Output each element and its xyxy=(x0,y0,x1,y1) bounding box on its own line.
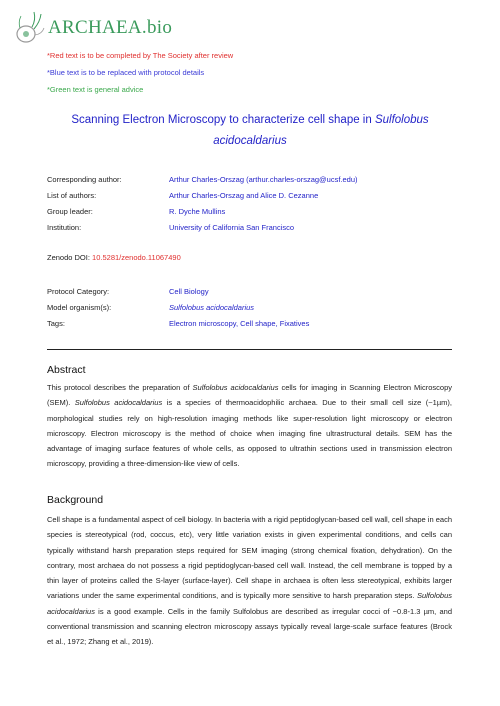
background-organism: Sulfolobus acidocaldarius xyxy=(47,591,452,616)
archaea-logo xyxy=(12,8,172,48)
abstract-text: is a species of thermoacidophilic archaea. Due to their small cell size (~1µm), morphological studies rely on high-resolution imaging methods like super-resolution light microscopy or electron microscopy. Electron microscopy is the method of choice when imaging fine ultrastructural details. SEM has the advantage of imaging surface features of whole cells, as opposed to ultrathin sections used in transmission electron microscopy, providing a three-dimension-like view of cells. xyxy=(47,398,452,469)
red-text-note: *Red text is to be completed by The Society after review xyxy=(47,51,234,60)
abstract-heading: Abstract xyxy=(47,364,86,376)
protocol-label: Tags: xyxy=(47,319,65,328)
meta-label: Group leader: xyxy=(47,207,93,216)
protocol-row-organism xyxy=(47,302,254,313)
meta-row-corresponding-author xyxy=(47,174,358,185)
meta-row-institution xyxy=(47,222,294,233)
meta-row-authors xyxy=(47,190,318,201)
green-text-note: *Green text is general advice xyxy=(47,85,144,94)
abstract-text: cells for imaging in Scanning Electron Microscopy (SEM). xyxy=(47,383,452,408)
background-paragraph xyxy=(47,512,452,650)
title-organism-genus: Sulfolobus xyxy=(374,114,429,126)
protocol-label: Model organism(s): xyxy=(47,303,112,312)
protocol-label: Protocol Category: xyxy=(47,287,110,296)
abstract-organism: Sulfolobus acidocaldarius xyxy=(192,383,279,392)
doi-link[interactable]: 10.5281/zenodo.11067490 xyxy=(92,253,181,262)
template-notes xyxy=(47,47,233,98)
protocol-row-category xyxy=(47,286,209,297)
zenodo-doi xyxy=(47,252,181,263)
protocol-row-tags xyxy=(47,318,309,329)
doi-label: Zenodo DOI: xyxy=(47,253,90,262)
section-divider xyxy=(47,349,452,350)
institution-value: University of California San Francisco xyxy=(169,223,295,232)
title-organism-species: acidocaldarius xyxy=(213,135,287,147)
protocol-title xyxy=(40,110,460,152)
archaea-cell-icon xyxy=(12,8,46,48)
meta-row-group-leader xyxy=(47,206,225,217)
title-line1: Scanning Electron Microscopy to characterize cell shape in xyxy=(71,114,375,126)
group-leader-value: R. Dyche Mullins xyxy=(169,207,226,216)
category-value: Cell Biology xyxy=(169,287,209,296)
abstract-text: This protocol describes the preparation of xyxy=(47,383,193,392)
background-text: is a good example. Cells in the family Sulfolobus are described as irregular cocci of ~0.8-1.3 µm, and conventional transmission and scanning electron microscopy assays typically reveal large-scale surface features (Brock et al., 1972; Zhang et al., 2019). xyxy=(47,606,452,647)
corresponding-author-link[interactable]: Arthur Charles-Orszag (arthur.charles-orszag@ucsf.edu) xyxy=(169,175,358,184)
blue-text-note: *Blue text is to be replaced with protocol details xyxy=(47,68,205,77)
tags-value: Electron microscopy, Cell shape, Fixatives xyxy=(169,319,310,328)
abstract-organism: Sulfolobus acidocaldarius xyxy=(74,398,163,408)
organism-value: Sulfolobus acidocaldarius xyxy=(169,303,255,312)
meta-label: Institution: xyxy=(47,223,82,232)
background-text: Cell shape is a fundamental aspect of cell biology. In bacteria with a rigid peptidoglycan-based cell wall, cell shape in each species is stereotypical (rod, coccus, etc), very little variation exists in given experimental conditions, and cells can typically withstand harsh preparation steps required for SEM imaging (strong chemical fixation, dehydration). On the contrary, most archaea do not possess a rigid peptidoglycan-based cell wall. Instead, the cell membrane is topped by a thin layer of proteins called the S-layer (surface-layer). Cell shape in archaea is often less stereotypical, exhibits larger variations under the same experimental conditions, and is typically more sensitive to harsh preparation steps. xyxy=(47,515,452,601)
meta-label: List of authors: xyxy=(47,191,97,200)
logo-text: ARCHAEA.bio xyxy=(48,17,173,38)
abstract-paragraph xyxy=(47,380,452,472)
background-heading: Background xyxy=(47,494,104,506)
authors-value: Arthur Charles-Orszag and Alice D. Cezanne xyxy=(169,191,319,200)
meta-label: Corresponding author: xyxy=(47,175,122,184)
